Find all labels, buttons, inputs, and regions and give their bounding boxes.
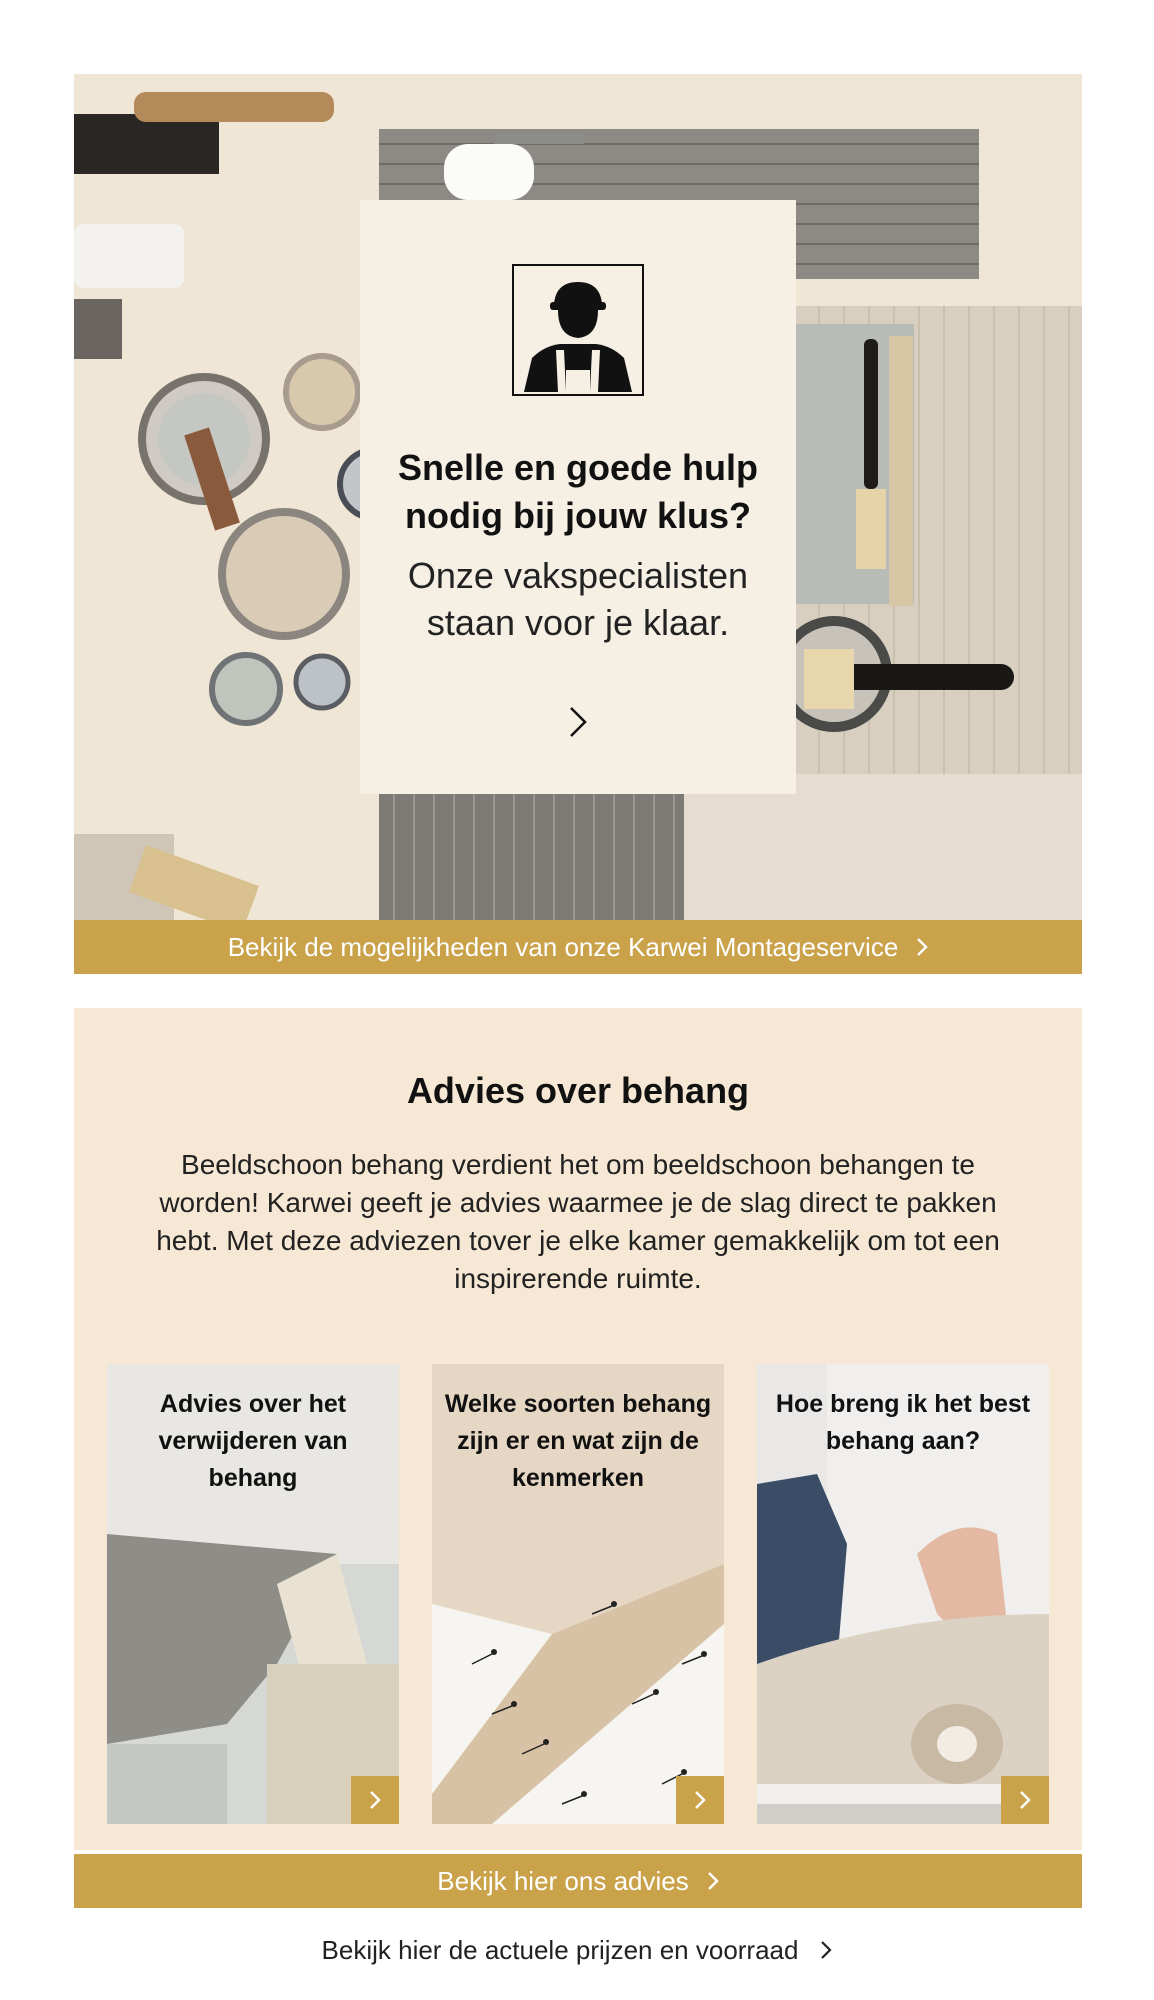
hero-text: Onze vakspecialisten staan voor je klaar. <box>407 555 749 643</box>
chevron-right-icon <box>1019 1790 1031 1810</box>
advice-link[interactable] <box>74 1854 1082 1908</box>
montage-service-label: Bekijk de mogelijkheden van onze Karwei Montageservice <box>227 931 899 962</box>
tile-label: Welke soorten behang zijn er en wat zijn de kenmerken <box>444 1390 712 1492</box>
chevron-right-icon <box>916 937 928 957</box>
tile-label: Hoe breng ik het best behang aan? <box>775 1390 1031 1455</box>
prices-stock-label: Bekijk hier de actuele prijzen en voorraad <box>321 1934 799 1965</box>
chevron-right-icon[interactable] <box>566 704 590 740</box>
chevron-right-icon <box>694 1790 706 1810</box>
hero-title: Snelle en goede hulp nodig bij jouw klus? <box>397 447 759 536</box>
advice-link-label: Bekijk hier ons advies <box>437 1865 689 1896</box>
tile-label: Advies over het verwijderen van behang <box>158 1390 348 1492</box>
advice-section <box>74 1008 1082 1850</box>
hero-card[interactable] <box>360 200 796 794</box>
advice-title: Advies over behang <box>406 1070 750 1111</box>
tile-arrow-button[interactable] <box>1001 1776 1049 1824</box>
hero-banner[interactable] <box>74 74 1082 974</box>
tile-arrow-button[interactable] <box>676 1776 724 1824</box>
advice-text: Beeldschoon behang verdient het om beeldschoon behangen te worden! Karwei geeft je advies waarmee je de slag direct te pakken hebt. Met deze adviezen tover je elke kamer gemakkelijk om tot een inspirerende ruimte. <box>156 1149 1000 1294</box>
tile-arrow-button[interactable] <box>351 1776 399 1824</box>
worker-icon <box>512 264 644 396</box>
chevron-right-icon <box>369 1790 381 1810</box>
advice-tile-removing-wallpaper[interactable] <box>107 1364 399 1824</box>
advice-tile-wallpaper-types[interactable] <box>432 1364 724 1824</box>
prices-stock-link[interactable] <box>0 1930 1154 1970</box>
chevron-right-icon <box>707 1871 719 1891</box>
advice-tile-applying-wallpaper[interactable] <box>757 1364 1049 1824</box>
montage-service-link[interactable] <box>74 920 1082 974</box>
chevron-right-icon <box>820 1940 832 1960</box>
